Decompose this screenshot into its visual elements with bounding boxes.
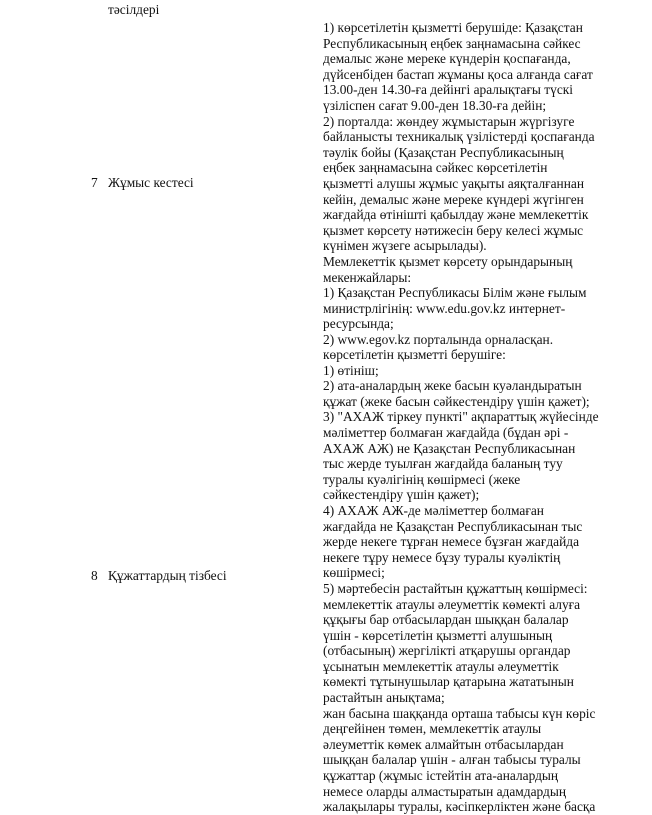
row-content [323, 20, 595, 347]
row-number: 8 [91, 568, 98, 583]
content-line: мемлекеттік атаулы əлеуметтік көмекті алуға [323, 596, 581, 612]
content-line: құжат (жеке басын сəйкестендіру үшін қажет); [323, 393, 590, 409]
content-line: немесе оларды алмастыратын адамдардың [323, 783, 567, 799]
content-line: қызмет көрсету нəтижесін беру келесі жұмыс [323, 222, 584, 238]
content-line: АХАЖ АЖ) не Қазақстан Республикасынан [323, 440, 576, 456]
content-line: Республикасының еңбек заңнамасына сəйкес [323, 35, 581, 51]
content-line: байланысты техникалық үзілістерді қоспағанда [323, 129, 595, 145]
content-line: ұсынатын мемлекеттік атаулы əлеуметтік [323, 658, 559, 674]
content-line: жағдайда өтінішті қабылдау жəне мемлекеттік [323, 207, 589, 223]
row-content [323, 347, 599, 815]
content-line: 3) "АХАЖ тіркеу пункті" ақпараттық жүйесінде [323, 409, 599, 425]
content-line: шыққан балалар үшін - алған табысы туралы [323, 752, 581, 768]
content-line: жерде некеге тұрған немесе бұзған жағдайда [323, 534, 580, 550]
content-line: жағдайда не Қазақстан Республикасынан тыс [323, 518, 583, 534]
content-line: еңбек заңнамасына сəйкес көрсетілетін [323, 160, 548, 176]
content-line: 2) порталда: жөндеу жұмыстарын жүргізуге [323, 113, 575, 129]
previous-row-label-tail: тəсілдері [108, 2, 160, 17]
content-line: ресурсында; [323, 316, 394, 332]
content-line: 2) www.egov.kz порталында орналасқан. [323, 331, 554, 347]
content-line: деңгейінен төмен, мемлекеттік атаулы [323, 721, 542, 737]
content-line: 4) АХАЖ АЖ-де мəліметтер болмаған [323, 502, 544, 518]
content-line: демалыс жəне мереке күндерін қоспағанда, [323, 51, 571, 67]
content-line: министрлігінің: www.edu.gov.kz интернет- [323, 300, 566, 316]
content-line: дүйсенбіден бастап жұманы қоса алғанда сағат [323, 66, 593, 82]
content-line: кейін, демалыс жəне мереке күндері жүгінген [323, 191, 584, 207]
content-line: Мемлекеттік қызмет көрсету орындарының [323, 253, 573, 269]
content-line: 1) өтініш; [323, 362, 379, 378]
content-line: 1) Қазақстан Республикасы Білім жəне ғылым [323, 285, 587, 301]
content-line: 1) көрсетілетін қызметті берушіде: Қазақстан [323, 20, 583, 35]
content-line: сəйкестендіру үшін қажет); [323, 487, 480, 503]
content-line: тыс жерде туылған жағдайда баланың туу [323, 456, 563, 472]
content-line: əлеуметтік көмек алмайтын отбасылардан [323, 736, 564, 752]
content-line: жан басына шаққанда орташа табысы күн көріс [323, 705, 596, 721]
content-line: көмекті тұтынушылар қатарына жататынын [323, 674, 574, 690]
content-line: 5) мəртебесін растайтын құжаттың көшірмесі: [323, 580, 588, 596]
content-line: жалақылары туралы, кəсіпкерліктен жəне басқа [323, 799, 596, 815]
row-label: Жұмыс кестесі [108, 175, 194, 190]
content-line: мəліметтер болмаған жағдайда (бұдан əрі - [323, 424, 569, 440]
content-line: көшірмесі; [323, 565, 385, 581]
content-line: туралы куəлігінің көшірмесі (жеке [323, 471, 521, 487]
content-line: 13.00-ден 14.30-ға дейінгі аралықтағы түскі [323, 82, 573, 98]
content-line: құжаттар (жұмыс істейтін ата-аналардың [323, 768, 559, 784]
content-line: 2) ата-аналардың жеке басын куəландыратын [323, 378, 582, 394]
content-line: көрсетілетін қызметті берушіге: [323, 347, 506, 362]
content-line: мекенжайлары: [323, 269, 412, 285]
content-line: қызметті алушы жұмыс уақыты аяқталғаннан [323, 175, 584, 191]
content-line: құқығы бар отбасылардан шыққан балалар [323, 612, 569, 628]
content-line: үшін - көрсетілетін қызметті алушының [323, 627, 553, 643]
content-line: (отбасының) жергілікті атқарушы органдар [323, 643, 571, 659]
content-line: күнімен жүзеге асырылады). [323, 238, 487, 254]
row-number: 7 [91, 175, 98, 190]
content-line: үзіліспен сағат 9.00-ден 18.30-ға дейін; [323, 97, 547, 113]
content-line: тəулік бойы (Қазақстан Республикасының [323, 144, 564, 160]
content-line: некеге тұру немесе бұзу туралы куəліктің [323, 549, 561, 565]
row-label: Құжаттардың тізбесі [108, 568, 227, 583]
content-line: растайтын анықтама; [323, 690, 445, 706]
